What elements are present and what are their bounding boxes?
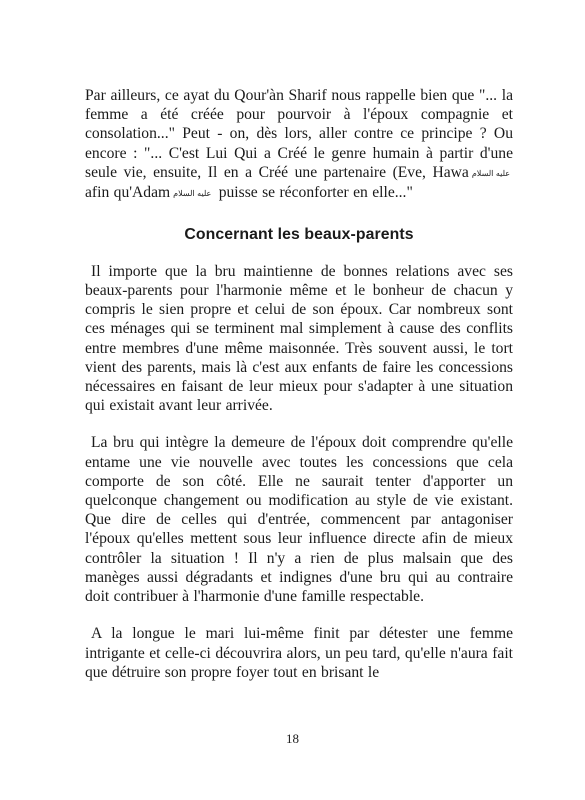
paragraph-spacer	[85, 415, 513, 433]
intro-text-part-1: Par ailleurs, ce ayat du Qour'àn Sharif nous rappelle bien que "... la femme a été créée pour pourvoir à l'époux compagnie et consolation..." Peut - on, dès lors, aller contre ce principe ? Ou encore : "... C'est Lui Qui a Créé le genre humain à partir d'une seule vie, ensuite, Il en a Créé une partenaire (Eve, Hawa	[85, 87, 513, 181]
intro-text-part-3: puisse se réconforter en elle..."	[214, 183, 413, 201]
intro-text-part-2: afin qu'Adam	[85, 183, 171, 201]
honorific-calligraphy-2: عليه السلام	[173, 188, 212, 198]
page-number: 18	[286, 731, 299, 746]
honorific-calligraphy-1: عليه السلام	[471, 168, 510, 178]
body-paragraph-2: La bru qui intègre la demeure de l'époux doit comprendre qu'elle entame une vie nouvelle avec toutes les concessions que cela comporte de son côté. Elle ne saurait tenter d'apporter un quelconque changement ou modification au style de vie existant. Que dire de celles qui d'entrée, commencent par antagoniser l'époux qu'elles mettent sous leur influence directe afin de mieux contrôler la situation ! Il n'y a rien de plus malsain que des manèges aussi dégradants et indignes d'une bru qui au contraire doit contribuer à l'harmonie d'une famille respectable.	[85, 434, 513, 606]
body-paragraph-3: A la longue le mari lui-même finit par détester une femme intrigante et celle-ci découvrira alors, un peu tard, qu'elle n'aura fait que détruire son propre foyer tout en brisant le	[85, 625, 513, 681]
intro-paragraph	[85, 86, 513, 203]
body-paragraph-1: Il importe que la bru maintienne de bonnes relations avec ses beaux-parents pour l'harmonie même et le bonheur de chacun y compris le sien propre et celui de son époux. Car nombreux sont ces ménages qui se terminent mal simplement à cause des conflits entre membres d'une même maisonnée. Très souvent aussi, le tort vient des parents, mais là c'est aux enfants de faire les concessions nécessaires en faisant de leur mieux pour s'adapter à une situation qui existait avant leur arrivée.	[85, 262, 513, 415]
section-heading: Concernant les beaux-parents	[184, 225, 414, 243]
paragraph-spacer	[85, 606, 513, 624]
page-body	[85, 86, 513, 682]
